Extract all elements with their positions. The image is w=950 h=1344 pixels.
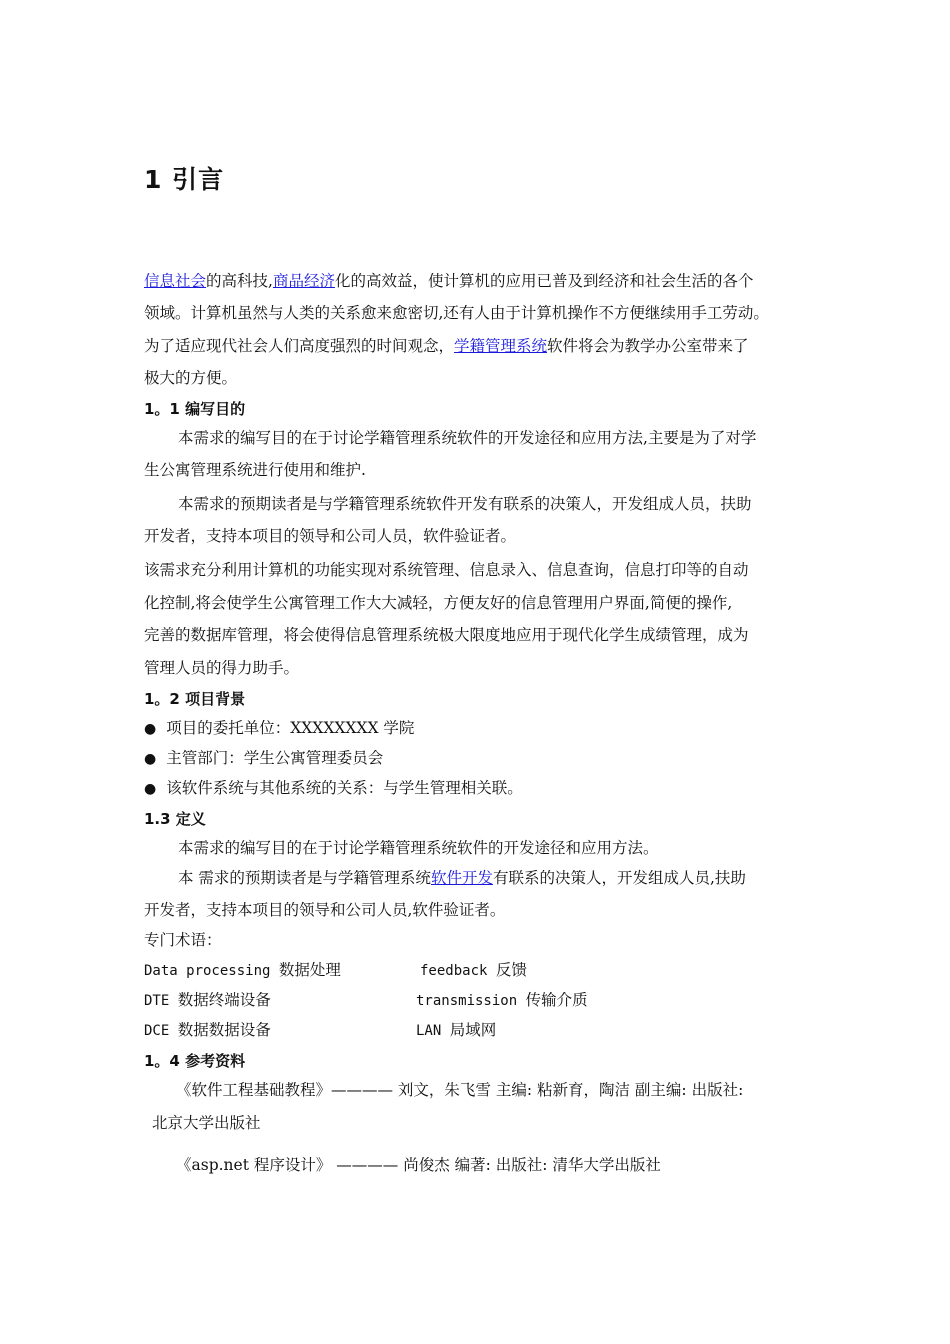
- reference-item: 《asp.net 程序设计》 ———— 尚俊杰 编著: 出版社: 清华大学出版社: [176, 1156, 661, 1174]
- reference-item: 北京大学出版社: [152, 1114, 261, 1132]
- term-en: LAN: [416, 1023, 450, 1039]
- term-row-left: [144, 960, 341, 981]
- intro-line-3: [144, 336, 749, 356]
- term-en: DCE: [144, 1023, 178, 1039]
- section-1-1-para: 本需求的编写目的在于讨论学籍管理系统软件的开发途径和应用方法,主要是为了对学: [178, 429, 757, 447]
- intro-text: 为了适应现代社会人们高度强烈的时间观念，: [144, 337, 455, 355]
- intro-text: 的高科技,: [206, 272, 273, 290]
- intro-text: 化的高效益，使计算机的应用已普及到经济和社会生活的各个: [334, 272, 754, 290]
- bullet-icon: ●: [144, 721, 157, 737]
- section-1-2-title: 1。2 项目背景: [144, 690, 246, 708]
- list-item: [144, 718, 414, 739]
- intro-line-4: 极大的方便。: [144, 369, 238, 387]
- section-1-3-text: 本 需求的预期读者是与学籍管理系统: [178, 869, 431, 887]
- intro-text: 软件将会为教学办公室带来了: [547, 337, 749, 355]
- section-1-1-para: 化控制,将会使学生公寓管理工作大大减轻，方便友好的信息管理用户界面,简便的操作,: [144, 594, 733, 612]
- term-en: feedback: [420, 963, 496, 979]
- section-1-1-para: 管理人员的得力助手。: [144, 659, 300, 677]
- section-1-3-para: 开发者，支持本项目的领导和公司人员,软件验证者。: [144, 901, 506, 919]
- section-1-3-title: 1.3 定义: [144, 810, 206, 828]
- list-item-text: 该软件系统与其他系统的关系：与学生管理相关联。: [166, 779, 523, 797]
- term-cn: 传输介质: [525, 991, 588, 1009]
- term-row-left: [144, 990, 271, 1011]
- list-item: [144, 748, 383, 769]
- link-student-records-system[interactable]: 学籍管理系统: [454, 337, 548, 355]
- term-en: DTE: [144, 993, 178, 1009]
- term-row-right: [416, 1020, 496, 1041]
- section-1-3-text: 有联系的决策人，开发组成人员,扶助: [492, 869, 746, 887]
- intro-line-1: [144, 271, 753, 291]
- term-cn: 数据数据设备: [177, 1021, 271, 1039]
- term-row-right: [416, 990, 588, 1011]
- section-1-1-para: 该需求充分利用计算机的功能实现对系统管理、信息录入、信息查询，信息打印等的自动: [144, 561, 749, 579]
- term-row-right: [420, 960, 527, 981]
- bullet-icon: ●: [144, 751, 157, 767]
- link-software-development[interactable]: 软件开发: [430, 869, 493, 887]
- link-information-society[interactable]: 信息社会: [144, 272, 207, 290]
- link-commodity-economy[interactable]: 商品经济: [272, 272, 335, 290]
- list-item-text: 项目的委托单位：XXXXXXXX 学院: [166, 719, 415, 737]
- list-item-text: 主管部门：学生公寓管理委员会: [166, 749, 384, 767]
- term-row-left: [144, 1020, 271, 1041]
- term-cn: 数据处理: [278, 961, 341, 979]
- section-1-1-para: 本需求的预期读者是与学籍管理系统软件开发有联系的决策人，开发组成人员，扶助: [178, 495, 752, 513]
- list-item: [144, 778, 523, 799]
- section-1-1-para: 开发者，支持本项目的领导和公司人员，软件验证者。: [144, 527, 517, 545]
- bullet-icon: ●: [144, 781, 157, 797]
- term-cn: 反馈: [495, 961, 527, 979]
- term-en: Data processing: [144, 963, 279, 979]
- section-1-3-para: [178, 868, 746, 888]
- section-1-1-para: 完善的数据库管理，将会使得信息管理系统极大限度地应用于现代化学生成绩管理，成为: [144, 626, 749, 644]
- reference-item: 《软件工程基础教程》———— 刘文，朱飞雪 主编: 粘新育，陶洁 副主编: 出版社:: [176, 1081, 744, 1099]
- section-1-3-para: 本需求的编写目的在于讨论学籍管理系统软件的开发途径和应用方法。: [178, 839, 659, 857]
- term-cn: 局域网: [449, 1021, 497, 1039]
- term-en: transmission: [416, 993, 526, 1009]
- heading-introduction: 1 引言: [144, 165, 225, 194]
- section-1-4-title: 1。4 参考资料: [144, 1052, 246, 1070]
- intro-line-2: 领域。计算机虽然与人类的关系愈来愈密切,还有人由于计算机操作不方便继续用手工劳动。: [144, 304, 769, 322]
- section-1-1-title: 1。1 编写目的: [144, 400, 246, 418]
- terms-label: 专门术语：: [144, 931, 222, 949]
- term-cn: 数据终端设备: [177, 991, 271, 1009]
- section-1-1-para: 生公寓管理系统进行使用和维护.: [144, 461, 366, 479]
